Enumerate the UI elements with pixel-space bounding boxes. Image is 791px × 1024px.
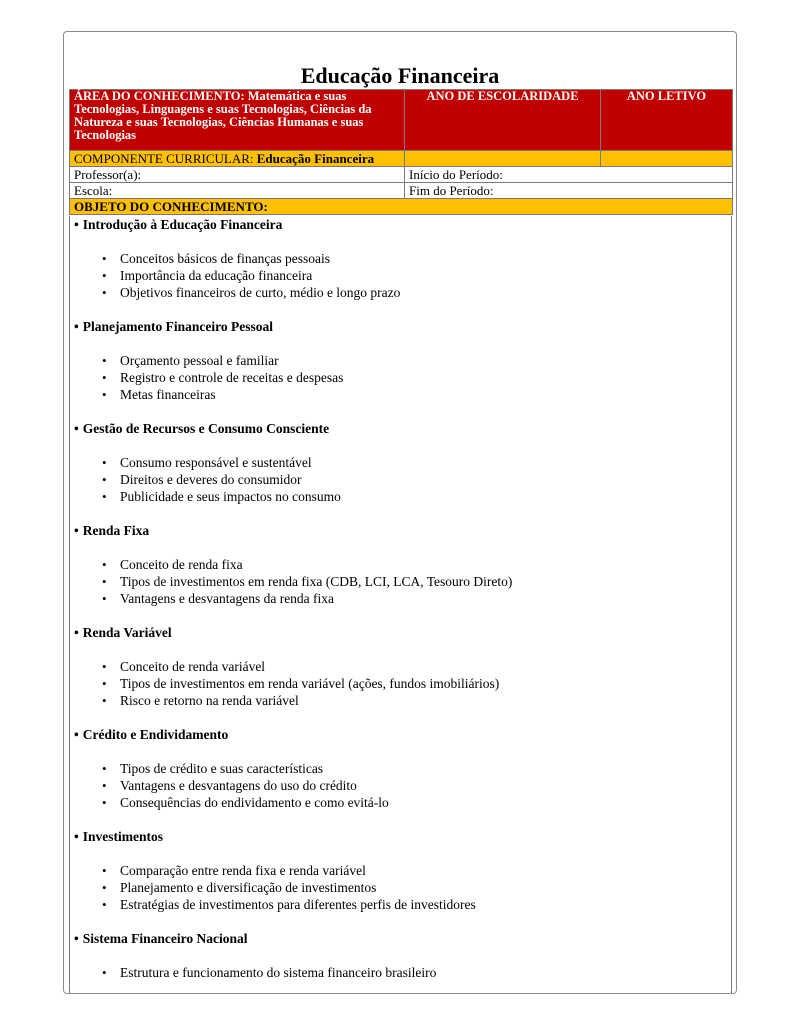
escola-row [70, 183, 733, 199]
topic-item: • Estrutura e funcionamento do sistema financeiro brasileiro [120, 964, 731, 981]
topic-item: • Consequências do endividamento e como evitá-lo [120, 794, 731, 811]
topic-item: • Consumo responsável e sustentável [120, 454, 731, 471]
topic-title [70, 624, 731, 641]
topic-item: • Vantagens e desvantagens da renda fixa [120, 590, 731, 607]
topic-item: • Objetivos financeiros de curto, médio e longo prazo [120, 284, 731, 301]
bullet-icon: • [74, 217, 79, 232]
sections-list [70, 216, 731, 981]
topic-title-text: Crédito e Endividamento [82, 727, 229, 742]
topic-items [70, 556, 731, 607]
topic-title-text: Planejamento Financeiro Pessoal [82, 319, 273, 334]
topic-title [70, 522, 731, 539]
topic-items [70, 862, 731, 913]
componente-row [70, 151, 733, 167]
header-row-red [70, 90, 733, 151]
topic-item: • Orçamento pessoal e familiar [120, 352, 731, 369]
topic-item: • Metas financeiras [120, 386, 731, 403]
topic-title-text: Introdução à Educação Financeira [82, 217, 283, 232]
topic-title [70, 726, 731, 743]
topic-section [70, 216, 731, 301]
topic-item: • Publicidade e seus impactos no consumo [120, 488, 731, 505]
topic-item: • Conceito de renda variável [120, 658, 731, 675]
bullet-icon: • [74, 727, 79, 742]
topic-items [70, 964, 731, 981]
topic-item: • Comparação entre renda fixa e renda variável [120, 862, 731, 879]
topic-item: • Tipos de crédito e suas características [120, 760, 731, 777]
inicio-periodo-cell: Início do Período: [405, 167, 733, 183]
topic-items [70, 250, 731, 301]
topic-item: • Estratégias de investimentos para diferentes perfis de investidores [120, 896, 731, 913]
topic-item: • Tipos de investimentos em renda variável (ações, fundos imobiliários) [120, 675, 731, 692]
topic-title-text: Investimentos [82, 829, 163, 844]
topic-items [70, 760, 731, 811]
header-table [69, 89, 733, 215]
topic-item: • Conceitos básicos de finanças pessoais [120, 250, 731, 267]
topic-section [70, 318, 731, 403]
topic-section [70, 420, 731, 505]
topic-title [70, 318, 731, 335]
topic-item: • Conceito de renda fixa [120, 556, 731, 573]
topic-section [70, 624, 731, 709]
document-title: Educação Financeira [300, 63, 500, 88]
topic-section [70, 828, 731, 913]
area-conhecimento-cell: ÁREA DO CONHECIMENTO: Matemática e suas Tecnologias, Linguagens e suas Tecnologias, Ciências da Natureza e suas Tecnologias, Ciências Humanas e suas Tecnologias [70, 90, 405, 151]
componente-cell [70, 151, 405, 167]
topic-item: • Importância da educação financeira [120, 267, 731, 284]
professor-cell: Professor(a): [70, 167, 405, 183]
professor-row [70, 167, 733, 183]
topic-item: • Risco e retorno na renda variável [120, 692, 731, 709]
topic-title-text: Gestão de Recursos e Consumo Consciente [82, 421, 330, 436]
topic-items [70, 658, 731, 709]
topic-section [70, 930, 731, 981]
fim-periodo-cell: Fim do Período: [405, 183, 733, 199]
componente-value: Educação Financeira [256, 151, 375, 166]
escola-cell: Escola: [70, 183, 405, 199]
topic-title-text: Renda Variável [82, 625, 172, 640]
document-page [63, 31, 737, 994]
topic-item: • Registro e controle de receitas e despesas [120, 369, 731, 386]
topic-item: • Direitos e deveres do consumidor [120, 471, 731, 488]
objeto-conhecimento-cell: OBJETO DO CONHECIMENTO: [70, 199, 733, 215]
topic-items [70, 352, 731, 403]
topic-title [70, 828, 731, 845]
content-area [69, 216, 732, 994]
bullet-icon: • [74, 319, 79, 334]
bullet-icon: • [74, 523, 79, 538]
topic-item: • Tipos de investimentos em renda fixa (CDB, LCI, LCA, Tesouro Direto) [120, 573, 731, 590]
topic-title-text: Sistema Financeiro Nacional [82, 931, 248, 946]
topic-section [70, 522, 731, 607]
topic-item: • Vantagens e desvantagens do uso do crédito [120, 777, 731, 794]
topic-title [70, 216, 731, 233]
componente-empty-cell-2 [601, 151, 733, 167]
objeto-row [70, 199, 733, 215]
bullet-icon: • [74, 829, 79, 844]
topic-title [70, 930, 731, 947]
ano-letivo-cell: ANO LETIVO [601, 90, 733, 151]
topic-section [70, 726, 731, 811]
bullet-icon: • [74, 421, 79, 436]
topic-item: • Planejamento e diversificação de investimentos [120, 879, 731, 896]
componente-label: COMPONENTE CURRICULAR: [74, 151, 257, 166]
componente-empty-cell-1 [405, 151, 601, 167]
topic-items [70, 454, 731, 505]
topic-title [70, 420, 731, 437]
ano-escolaridade-cell: ANO DE ESCOLARIDADE [405, 90, 601, 151]
bullet-icon: • [74, 625, 79, 640]
bullet-icon: • [74, 931, 79, 946]
topic-title-text: Renda Fixa [82, 523, 150, 538]
